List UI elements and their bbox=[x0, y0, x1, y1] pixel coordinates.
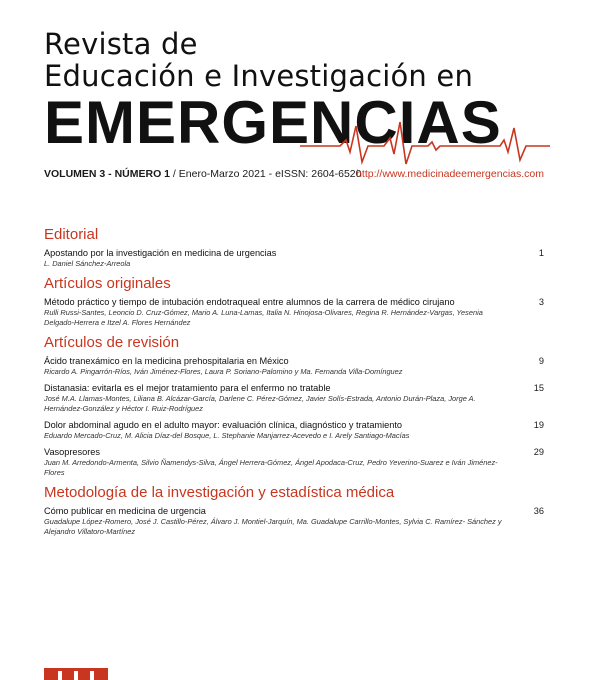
issue-separator: / bbox=[170, 168, 179, 180]
page-number: 1 bbox=[538, 248, 544, 258]
article-authors: Guadalupe López-Romero, José J. Castillo-Pérez, Álvaro J. Montiel-Jarquín, Ma. Guadalupe Carrillo-Montes, Sylvia C. Ramírez- Sánchez y Alejandro Villatoro-Martínez bbox=[44, 517, 502, 536]
article-title: Apostando por la investigación en medicina de urgencias bbox=[44, 248, 277, 258]
toc-entry[interactable] bbox=[44, 446, 544, 478]
masthead-line-2: Educación e Investigación en bbox=[44, 59, 474, 93]
page-number: 29 bbox=[533, 447, 544, 457]
section-title: Editorial bbox=[44, 226, 99, 243]
toc-section-original-articles bbox=[44, 275, 544, 328]
page-number: 9 bbox=[538, 356, 544, 366]
section-title: Artículos de revisión bbox=[44, 334, 180, 351]
masthead-line-1: Revista de bbox=[44, 27, 198, 61]
article-title: Ácido tranexámico en la medicina prehospitalaria en México bbox=[44, 356, 289, 366]
article-authors: Ricardo A. Pingarrón-Ríos, Iván Jiménez-Flores, Laura P. Soriano-Palomino y Ma. Fernanda Villa-Domínguez bbox=[44, 367, 403, 376]
article-title: Distanasia: evitarla es el mejor tratamiento para el enfermo no tratable bbox=[44, 383, 331, 393]
toc-entry[interactable] bbox=[44, 505, 544, 537]
article-title: Método práctico y tiempo de intubación endotraqueal entre alumnos de la carrera de médico cirujano bbox=[44, 297, 455, 307]
table-of-contents bbox=[44, 226, 544, 543]
article-title: Vasopresores bbox=[44, 447, 101, 457]
page-number: 15 bbox=[533, 383, 544, 393]
toc-entry[interactable] bbox=[44, 247, 544, 269]
section-title: Artículos originales bbox=[44, 275, 171, 292]
page-number: 3 bbox=[538, 297, 544, 307]
toc-entry[interactable] bbox=[44, 355, 544, 377]
issue-details bbox=[44, 168, 361, 180]
journal-url-link[interactable]: http://www.medicinadeemergencias.com bbox=[356, 168, 544, 180]
toc-entry[interactable] bbox=[44, 382, 544, 414]
toc-section-methodology bbox=[44, 484, 544, 537]
issue-volume: VOLUMEN 3 - NÚMERO 1 bbox=[44, 168, 171, 180]
issue-date: Enero-Marzo 2021 - eISSN: 2604-6520 bbox=[178, 168, 362, 180]
page-number: 19 bbox=[533, 420, 544, 430]
article-authors: L. Daniel Sánchez-Arreola bbox=[44, 259, 131, 268]
toc-section-review-articles bbox=[44, 334, 544, 478]
article-title: Cómo publicar en medicina de urgencia bbox=[44, 506, 206, 516]
article-authors: Eduardo Mercado-Cruz, M. Alicia Díaz-del Bosque, L. Stephanie Manjarrez-Acevedo e I. Arely Santiago-Macías bbox=[44, 431, 410, 440]
toc-entry[interactable] bbox=[44, 419, 544, 441]
article-authors: Juan M. Arredondo-Armenta, Silvio Ñamendys-Silva, Ángel Herrera-Gómez, Ángel Apodaca-Cruz, Pedro Yeverino-Suarez e Iván Jiménez-Flores bbox=[44, 458, 498, 477]
page-number: 36 bbox=[533, 506, 544, 516]
toc-entry[interactable] bbox=[44, 296, 544, 328]
ecg-line-icon bbox=[300, 118, 550, 166]
masthead-title: EMERGENCIAS bbox=[44, 89, 502, 156]
article-authors: Rulli Russi-Santes, Leoncio D. Cruz-Gómez, Mario A. Luna-Lamas, Italia N. Hinojosa-Olivares, Regina R. Hernández-Vargas, Yesenia Delgado-Herrera e Itzel A. Flores Hernández bbox=[44, 308, 483, 327]
section-title: Metodología de la investigación y estadística médica bbox=[44, 484, 395, 501]
publisher-logo bbox=[44, 668, 108, 680]
article-title: Dolor abdominal agudo en el adulto mayor: evaluación clínica, diagnóstico y tratamiento bbox=[44, 420, 403, 430]
toc-section-editorial bbox=[44, 226, 544, 269]
article-authors: José M.A. Llamas-Montes, Liliana B. Alcázar-García, Darlene C. Pérez-Gómez, Javier Solís-Estrada, Antonio Durán-Plaza, Jorge A. Hernández-González y Héctor I. Ruiz-Rodríguez bbox=[44, 394, 476, 413]
